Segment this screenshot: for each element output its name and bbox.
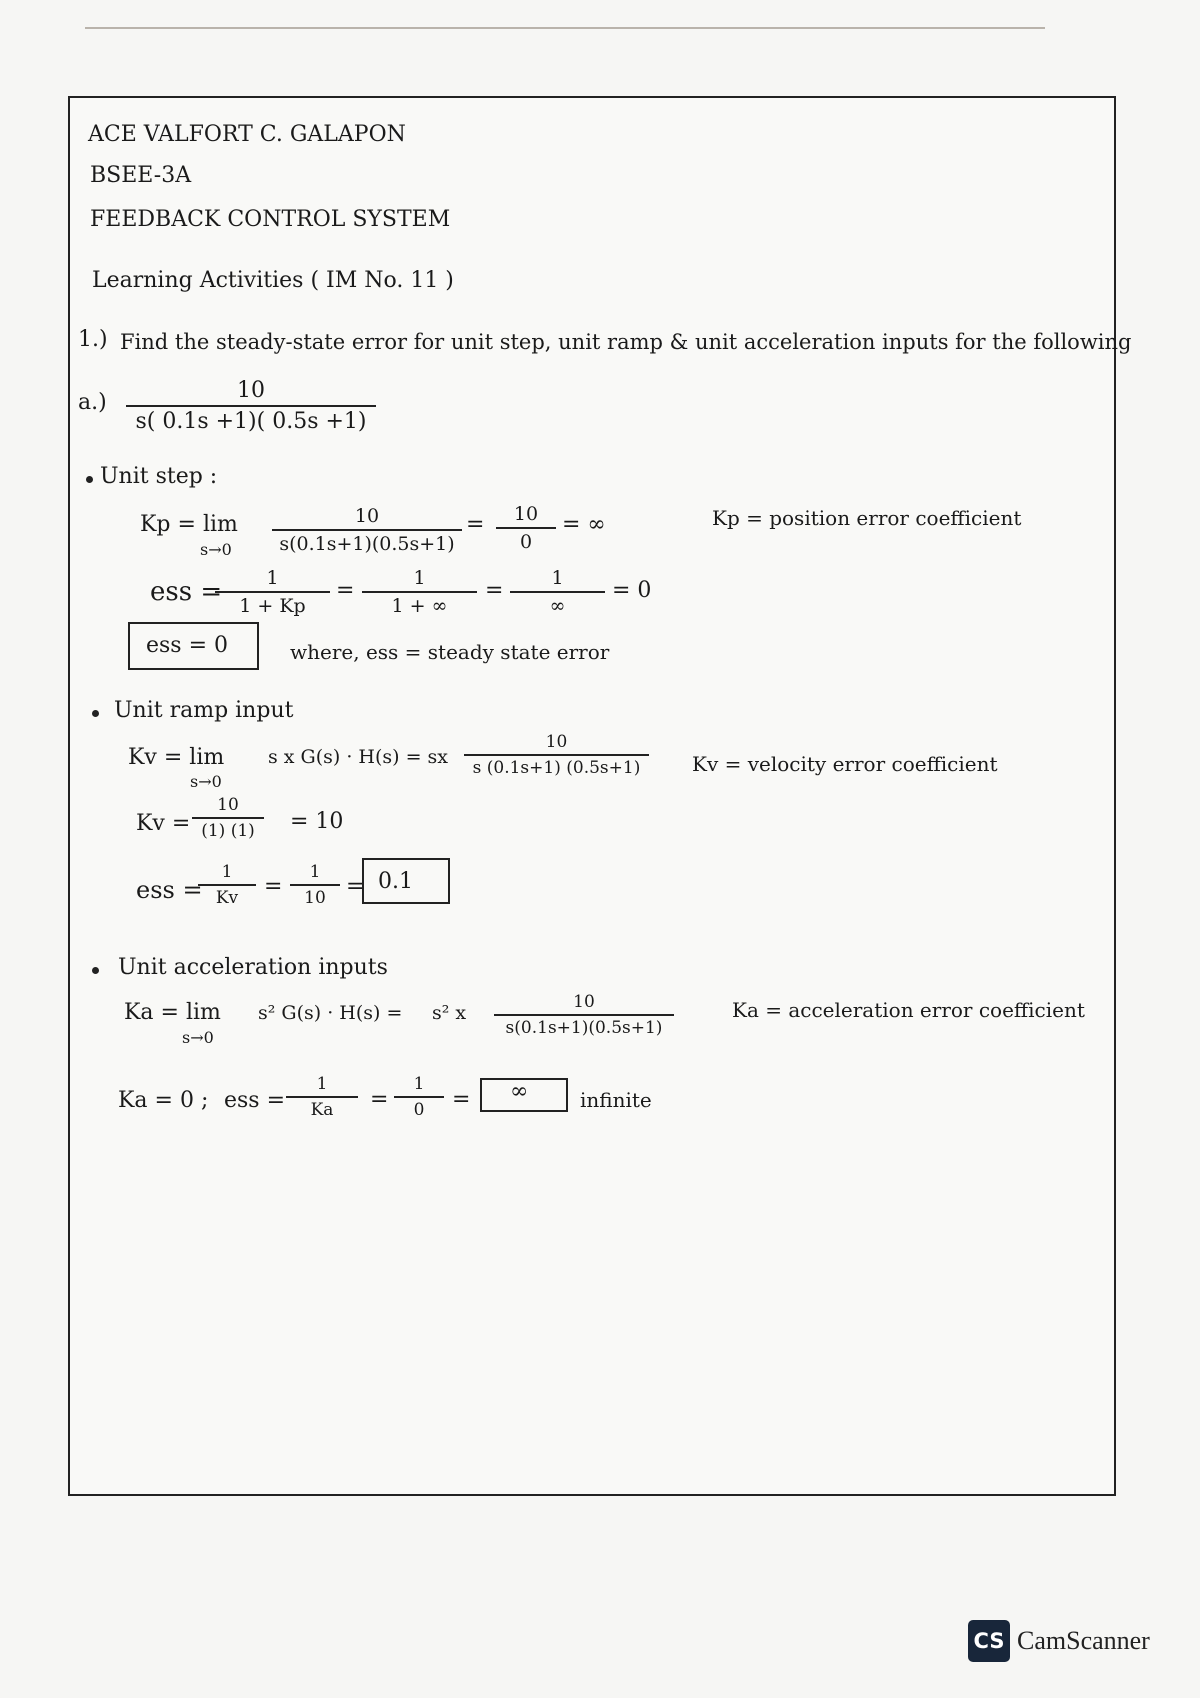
kp2-numerator: 10 [496,503,556,529]
kv-lhs: Kv = lim [128,745,225,770]
kp-limit: s→0 [200,540,232,559]
kv-numerator: 10 [464,732,649,756]
accel-ess2-numerator: 1 [394,1074,444,1098]
kv2-result: = 10 [290,809,344,834]
ka-denominator: s(0.1s+1)(0.5s+1) [505,1018,663,1038]
ess-fraction-1 [215,567,330,617]
unit-ramp-heading: Unit ramp input [114,698,294,723]
ka-lhs: Ka = lim [124,1000,221,1025]
equals-sign: = [346,874,365,899]
equals-sign: = [264,874,283,899]
ka-expression: s² G(s) · H(s) = [258,1002,403,1024]
kp-result: = ∞ [562,512,606,537]
top-edge-line [85,27,1045,29]
ess1-denominator: 1 + Kp [239,595,306,617]
kp-lhs: Kp = lim [140,512,238,537]
ess-where-note: where, ess = steady state error [290,640,610,664]
kv-fraction [464,732,649,778]
camscanner-logo: CS [968,1620,1010,1662]
tf-numerator: 10 [126,378,376,407]
kv2-fraction [192,795,264,841]
ka-limit: s→0 [182,1028,214,1047]
kp-denominator: s(0.1s+1)(0.5s+1) [279,533,455,555]
ess-fraction-2 [362,567,477,617]
bullet [92,967,99,974]
ess-lhs: ess = [150,577,223,607]
kp-note: Kp = position error coefficient [712,506,1022,530]
ess3-numerator: 1 [510,567,605,593]
ramp-ess1-denominator: Kv [215,888,239,908]
accel-ess1-numerator: 1 [286,1074,358,1098]
accel-ess-boxed: ∞ [510,1079,529,1104]
ess2-numerator: 1 [362,567,477,593]
ramp-ess-lhs: ess = [136,876,203,904]
accel-ess-fraction-2 [394,1074,444,1120]
ramp-ess-boxed: 0.1 [378,869,413,894]
kv2-numerator: 10 [192,795,264,819]
ess1-numerator: 1 [215,567,330,593]
kv2-denominator: (1) (1) [201,821,255,841]
problem-number: 1.) [78,327,108,352]
ramp-ess-fraction-1 [198,862,256,908]
ka-expression-2: s² x [432,1002,467,1024]
equals-sign: = [370,1087,389,1112]
kv-denominator: s (0.1s+1) (0.5s+1) [472,758,641,778]
unit-accel-heading: Unit acceleration inputs [118,955,388,980]
kv-expression: s x G(s) · H(s) = sx [268,746,449,768]
camscanner-brand: CamScanner [1017,1626,1150,1655]
accel-ess1-denominator: Ka [310,1100,334,1120]
accel-ess2-denominator: 0 [413,1100,425,1120]
equals-sign: = [485,578,504,603]
part-label: a.) [78,390,107,415]
infinite-label: infinite [580,1088,652,1112]
ka-fraction [494,992,674,1038]
accel-ess-fraction-1 [286,1074,358,1120]
kp2-denominator: 0 [519,531,533,553]
ess-boxed: ess = 0 [146,633,229,658]
activity-title: Learning Activities ( IM No. 11 ) [92,268,454,293]
kp-fraction-2 [496,503,556,553]
problem-text: Find the steady-state error for unit step, unit ramp & unit acceleration inputs for the following [120,330,1132,354]
ramp-ess1-numerator: 1 [198,862,256,886]
equals-sign: = [452,1087,471,1112]
unit-step-heading: Unit step : [100,464,218,489]
kv-limit: s→0 [190,772,222,791]
course-title: FEEDBACK CONTROL SYSTEM [90,207,451,232]
ka-note: Ka = acceleration error coefficient [732,998,1085,1022]
accel-ess-lhs: ess = [224,1088,286,1113]
ka-zero: Ka = 0 ; [118,1088,209,1113]
section: BSEE-3A [90,163,192,188]
ka-numerator: 10 [494,992,674,1016]
bullet [86,476,93,483]
ramp-ess-fraction-2 [290,862,340,908]
ess-fraction-3 [510,567,605,617]
equals-sign: = [336,578,355,603]
kv-note: Kv = velocity error coefficient [692,752,998,776]
tf-denominator: s( 0.1s +1)( 0.5s +1) [135,409,367,434]
transfer-function [126,378,376,434]
kp-fraction [272,505,462,555]
bullet [92,710,99,717]
kv2-lhs: Kv = [136,811,191,836]
equals-sign: = [466,512,485,537]
kp-numerator: 10 [272,505,462,531]
student-name: ACE VALFORT C. GALAPON [88,122,406,147]
ess2-denominator: 1 + ∞ [391,595,448,617]
ramp-ess2-denominator: 10 [304,888,326,908]
ramp-ess2-numerator: 1 [290,862,340,886]
ess-result: = 0 [612,578,652,603]
ess3-denominator: ∞ [549,595,566,617]
